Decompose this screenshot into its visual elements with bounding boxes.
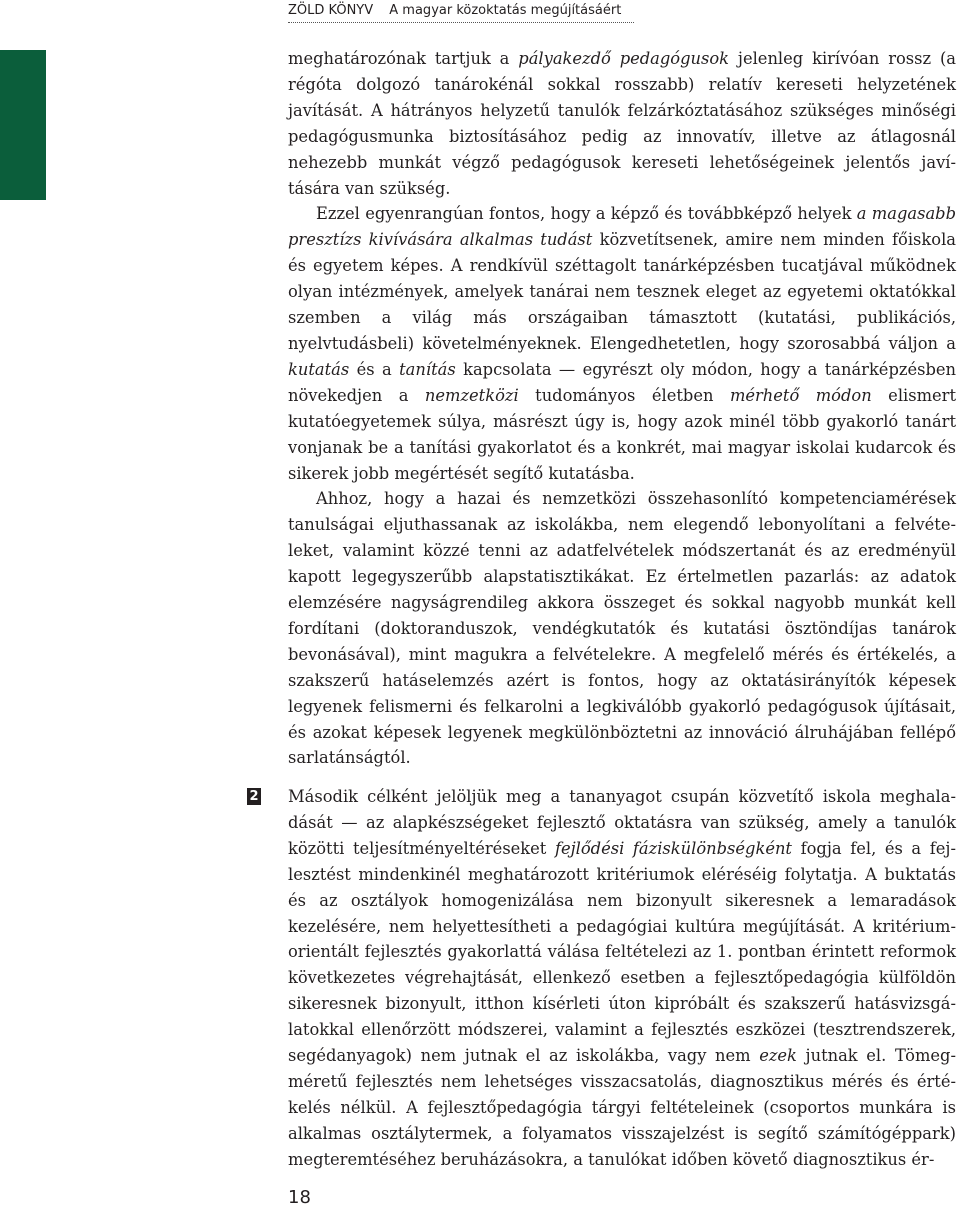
running-header: [288, 3, 634, 23]
text-run: közvetítsenek, amire nem minden főiskola és egyetem képes. A rendkívül széttagolt tanárképzésben tucatjával működnek olyan intézmények, amelyek tanárai nem tesznek eleget az egyetemi oktatókkal szemben a világ más országaiban támasztott (kutatási, publikációs, nyelvtudásbeli) követelményeknek. Elengedhetetlen, hogy szorosabbá váljon a: [288, 230, 956, 353]
section-text: [288, 784, 956, 1173]
text-run: tudományos életben: [518, 385, 730, 405]
text-run: Második célként jelöljük meg a tananyagot csupán közvetítő iskola meghaladását — az alapkészségeket fejlesztő oktatásra van szükség, amely a tanulók közötti teljesítményeltéréseket: [288, 787, 956, 858]
emphasis: tanítás: [399, 359, 456, 379]
paragraph-2: [288, 201, 956, 486]
emphasis: mérhető módon: [729, 385, 872, 405]
emphasis: fejlődési fáziskülönbségként: [554, 838, 792, 858]
section-paragraph-1: [288, 784, 956, 1173]
chapter-title: A magyar közoktatás megújításáért: [389, 3, 622, 18]
main-text: [288, 46, 956, 771]
text-run: fogja fel, és a fejlesztést mindenkinél meghatározott kritériumok eléréséig folytatja. A buktatás és az osztályok homogenizálása nem bizonyult sikeresnek a lemaradások kezelésére, nem helyettesítheti a pedagógiai kultúra megújítását. A kritériumorientált fejlesztés gyakorlattá válása feltételezi az 1. pontban érintett reformok következetes végrehajtását, ellenkező esetben a fejlesztőpedagógia külföldön sikeresnek bizonyult, itthon kísérleti úton kipróbált és szakszerű hatásvizsgálatokkal ellenőrzött módszerei, valamint a fejlesztés eszközei (tesztrendszerek, segédanyagok) nem jutnak el az iskolákba, vagy nem: [288, 838, 956, 1066]
text-run: jelenleg kirívóan rossz (a régóta dolgozó tanárokénál sokkal rosszabb) relatív kereseti helyzetének javítását. A hátrányos helyzetű tanulók felzárkóztatásához szükséges minőségi pedagógusmunka biztosításához pedig az innovatív, illetve az átlagosnál nehezebb munkát végző pedagógusok kereseti lehetőségeinek jelentős javítására van szükség.: [288, 49, 957, 198]
page-number: 18: [288, 1187, 311, 1208]
paragraph-3: Ahhoz, hogy a hazai és nemzetközi összehasonlító kompetenciamérések tanulságai eljuthassanak az iskolákba, nem elegendő lebonyolítani a felvételeket, valamint közzé tenni az adatfelvételek módszertanát és az eredményül kapott legegyszerűbb alapstatisztikákat. Ez értelmetlen pazarlás: az adatok elemzésére nagyságrendileg akkora összeget és sokkal nagyobb munkát kell fordítani (doktoranduszok, vendégkutatók és kutatási ösztöndíjas tanárok bevonásával), mint magukra a felvételekre. A megfelelő mérés és értékelés, a szakszerű hatáselemzés azért is fontos, hogy az oktatásirányítók képesek legyenek felismerni és felkarolni a legkiválóbb gyakorló pedagógusok újításait, és azokat képesek legyenek megkülönböztetni az innováció álruhájában fellépő sarlatánságtól.: [288, 489, 956, 768]
emphasis: kutatás: [288, 359, 350, 379]
text-run: jutnak el. Tömegméretű fejlesztés nem lehetséges visszacsatolás, diagnosztikus mérés és értékelés nélkül. A fejlesztőpedagógia tárgyi feltételeinek (csoportos munkára is alkalmas osztálytermek, a folyamatos visszajelzést is segítő számítógéppark) megteremtéséhez beruházásokra, a tanulókat időben követő diagnosztikus ér-: [288, 1046, 956, 1169]
text-run: meghatározónak tartjuk a: [288, 49, 519, 68]
text-run: kapcsolata — egyrészt oly módon, hogy a tanárképzésben növekedjen a: [288, 359, 956, 405]
emphasis: ezek: [759, 1046, 797, 1066]
text-run: elismert kutatóegyetemek súlya, másrészt úgy is, hogy azok minél több gyakorló tanárt vonjanak be a tanítási gyakorlatot és a konkrét, mai magyar iskolai kudarcok és sikerek jobb megértését segítő kutatásba.: [288, 385, 956, 483]
emphasis: pályakezdő pedagógusok: [518, 49, 730, 68]
text-run: és a: [349, 359, 400, 379]
section-number-badge: 2: [247, 788, 261, 805]
chapter-side-tab: [0, 50, 46, 200]
emphasis: nemzetközi: [424, 385, 519, 405]
emphasis: a magasabb presztízs kivívására alkalmas tudást: [288, 204, 956, 250]
paragraph-1: [288, 46, 956, 201]
text-run: Ezzel egyenrangúan fontos, hogy a képző és továbbképző helyek: [316, 204, 857, 224]
book-title: ZÖLD KÖNYV: [288, 3, 374, 18]
